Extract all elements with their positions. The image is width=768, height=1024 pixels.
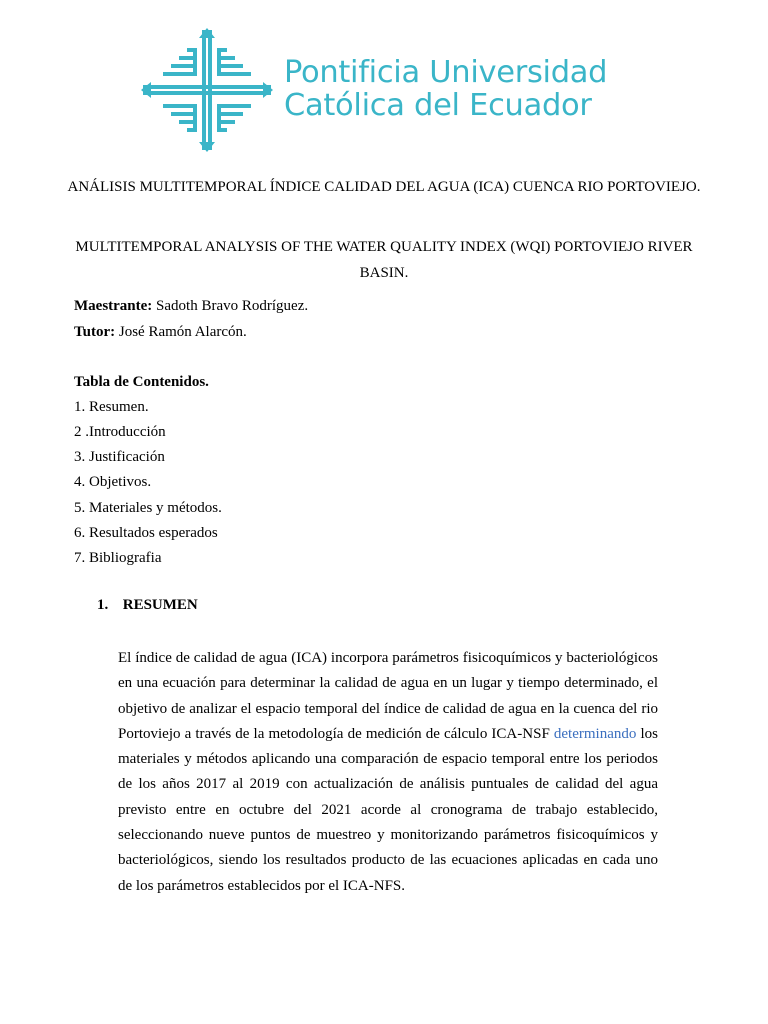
- toc-item: 5. Materiales y métodos.: [74, 500, 222, 516]
- abstract-paragraph: El índice de calidad de agua (ICA) incorpora parámetros fisicoquímicos y bacteriológicos en una ecuación para determinar la calidad de agua en un lugar y tiempo determinado, el objetivo de analizar el espacio temporal del índice de calidad de agua en la cuenca del rio Portoviejo a través de la metodología de medición de cálculo ICA-NSF determinando los materiales y métodos aplicando una comparación de espacio temporal entre los periodos de los años 2017 al 2019 con actualización de análisis puntuales de calidad del agua previsto entre en octubre del 2021 acorde al cronograma de trabajo establecido, seleccionando nueve puntos de muestreo y monitorizando parámetros fisicoquímicos y bacteriológicos, siendo los resultados producto de las ecuaciones aplicadas en cada uno de los parámetros establecidos por el ICA-NFS.: [118, 650, 658, 894]
- toc-item: 7. Bibliografia: [74, 550, 162, 566]
- university-logo: [141, 28, 608, 152]
- toc-title: Tabla de Contenidos.: [74, 374, 209, 390]
- tutor-name: José Ramón Alarcón.: [118, 324, 247, 340]
- university-name-line1: Pontificia Universidad: [284, 55, 608, 90]
- toc-item: 4. Objetivos.: [74, 474, 152, 490]
- section-heading-resumen: [97, 597, 198, 614]
- section-title: RESUMEN: [122, 597, 198, 613]
- toc-item: 6. Resultados esperados: [74, 525, 218, 541]
- cross-emblem-icon: [141, 28, 273, 152]
- maestrante-label: Maestrante:: [74, 298, 153, 314]
- university-name: [284, 56, 607, 122]
- title-spanish: ANÁLISIS MULTITEMPORAL ÍNDICE CALIDAD DEL AGUA (ICA) CUENCA RIO PORTOVIEJO.: [67, 179, 701, 195]
- toc-item: 3. Justificación: [74, 449, 165, 465]
- toc-item: 2 .Introducción: [74, 424, 166, 440]
- highlighted-word: determinando: [553, 725, 637, 742]
- university-name-line2: Católica del Ecuador: [284, 88, 592, 123]
- maestrante-name: Sadoth Bravo Rodríguez.: [156, 298, 309, 314]
- section-number: 1.: [97, 597, 109, 613]
- tutor-label: Tutor:: [74, 324, 116, 340]
- tutor-line: [74, 322, 247, 342]
- title-english: MULTITEMPORAL ANALYSIS OF THE WATER QUALITY INDEX (WQI) PORTOVIEJO RIVER BASIN.: [75, 239, 693, 281]
- maestrante-line: [74, 296, 308, 316]
- toc-item: 1. Resumen.: [74, 399, 149, 415]
